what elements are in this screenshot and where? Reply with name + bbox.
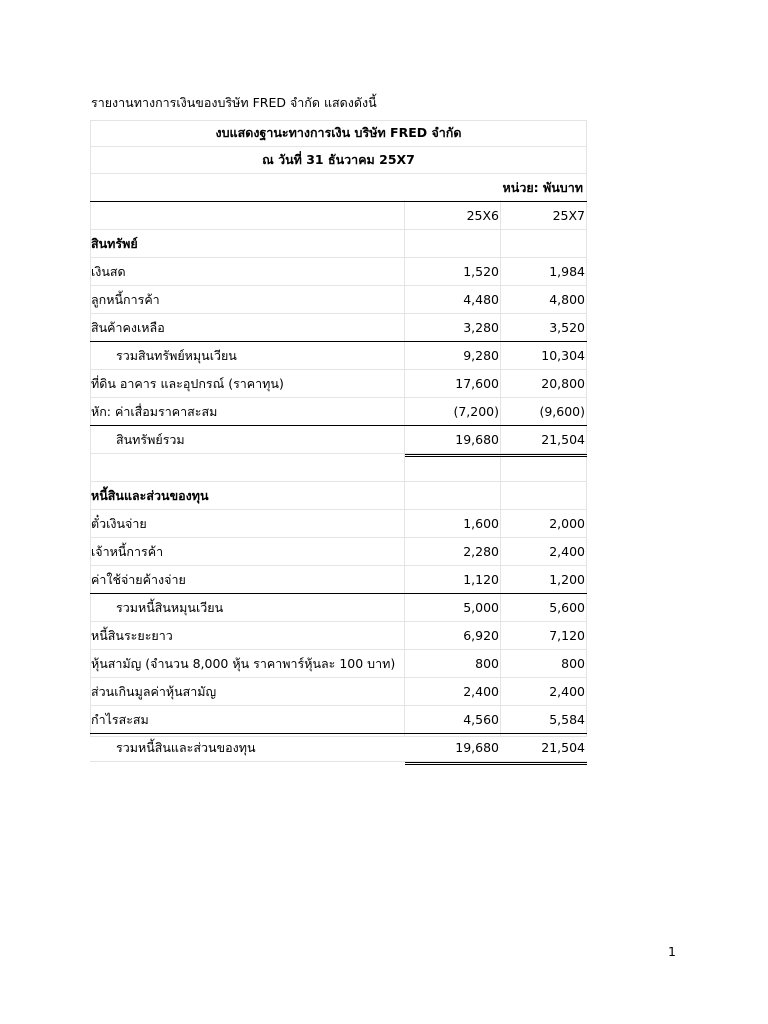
row-value-25x6: 3,280 [463,320,499,335]
row-value-25x6: 19,680 [455,432,499,447]
row-value-25x6: 6,920 [463,628,499,643]
row-value-25x7: 800 [561,656,585,671]
row-value-25x6: 1,600 [463,516,499,531]
statement-title-row [90,120,587,147]
unit-row [90,174,587,202]
row-value-25x7: 7,120 [549,628,585,643]
table-row [90,286,587,314]
row-value-25x6: 2,280 [463,544,499,559]
unit-label: หน่วย: พันบาท [502,179,583,195]
row-value-25x6: 2,400 [463,684,499,699]
row-label: เจ้าหนี้การค้า [91,543,164,559]
table-row [90,538,587,566]
row-label: ตั๋วเงินจ่าย [91,515,147,531]
table-row [90,258,587,286]
subtotal-row [90,342,587,370]
total-row [90,734,587,762]
row-label: รวมสินทรัพย์หมุนเวียน [116,347,237,363]
row-value-25x7: 10,304 [541,348,585,363]
row-label: สินทรัพย์รวม [116,431,185,447]
row-label: รวมหนี้สินและส่วนของทุน [116,739,256,755]
row-value-25x6: 9,280 [463,348,499,363]
row-value-25x6: 1,120 [463,572,499,587]
table-row [90,370,587,398]
row-value-25x6: 800 [475,656,499,671]
liabilities-heading: หนี้สินและส่วนของทุน [91,487,209,503]
row-value-25x7: 4,800 [549,292,585,307]
statement-title: งบแสดงฐานะทางการเงิน บริษัท FRED จำกัด [215,125,462,140]
row-value-25x6: (7,200) [453,404,499,419]
row-label: หัก: ค่าเสื่อมราคาสะสม [91,403,218,419]
row-value-25x7: 3,520 [549,320,585,335]
row-label: หนี้สินระยะยาว [91,627,173,643]
assets-heading: สินทรัพย์ [91,235,138,251]
row-label: สินค้าคงเหลือ [91,319,165,335]
row-label: ส่วนเกินมูลค่าหุ้นสามัญ [91,683,217,699]
total-row [90,426,587,454]
row-value-25x7: 2,400 [549,684,585,699]
row-value-25x7: 5,584 [549,712,585,727]
row-value-25x7: 20,800 [541,376,585,391]
row-value-25x7: (9,600) [539,404,585,419]
row-value-25x7: 21,504 [541,432,585,447]
row-value-25x6: 19,680 [455,740,499,755]
row-value-25x7: 2,000 [549,516,585,531]
row-value-25x7: 2,400 [549,544,585,559]
liabilities-heading-row [90,482,587,510]
table-row [90,622,587,650]
row-label: กำไรสะสม [91,711,149,727]
row-value-25x6: 17,600 [455,376,499,391]
intro-text: รายงานทางการเงินของบริษัท FRED จำกัด แสดงดังนี้ [91,95,377,110]
row-value-25x7: 5,600 [549,600,585,615]
row-label: รวมหนี้สินหมุนเวียน [116,599,224,615]
row-value-25x6: 1,520 [463,264,499,279]
column-header-row [90,202,587,230]
row-value-25x7: 1,200 [549,572,585,587]
row-value-25x7: 1,984 [549,264,585,279]
table-row [90,510,587,538]
row-label: ลูกหนี้การค้า [91,291,160,307]
spacer-row [90,454,587,482]
column-header-25x6: 25X6 [466,208,499,223]
assets-heading-row [90,230,587,258]
row-label: เงินสด [91,263,126,279]
column-header-25x7: 25X7 [552,208,585,223]
table-row [90,706,587,734]
statement-date: ณ วันที่ 31 ธันวาคม 25X7 [262,152,415,167]
row-value-25x6: 4,480 [463,292,499,307]
subtotal-row [90,594,587,622]
table-row [90,678,587,706]
table-row [90,314,587,342]
table-row [90,566,587,594]
table-row [90,650,587,678]
table-row [90,398,587,426]
row-value-25x6: 5,000 [463,600,499,615]
row-value-25x6: 4,560 [463,712,499,727]
page-number: 1 [668,944,676,959]
balance-sheet-table [90,120,587,762]
row-label: ที่ดิน อาคาร และอุปกรณ์ (ราคาทุน) [91,375,284,391]
row-value-25x7: 21,504 [541,740,585,755]
row-label: หุ้นสามัญ (จำนวน 8,000 หุ้น ราคาพาร์หุ้นละ 100 บาท) [91,655,396,671]
row-label: ค่าใช้จ่ายค้างจ่าย [91,571,186,587]
statement-date-row [90,147,587,174]
